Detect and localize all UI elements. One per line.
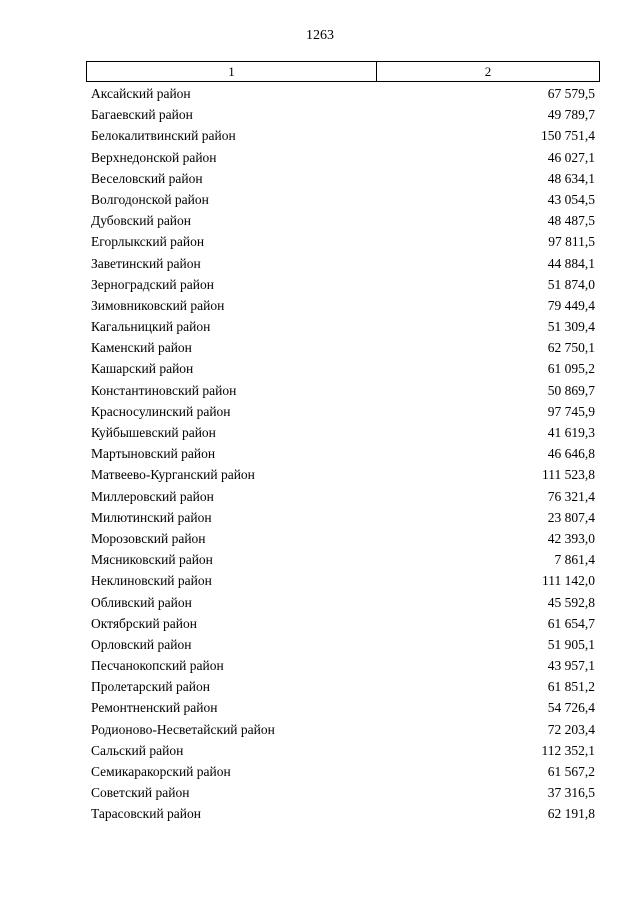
amount-value: 48 634,1 (547, 170, 595, 186)
table-row (86, 168, 600, 189)
amount-value: 23 807,4 (547, 509, 595, 525)
table-row (86, 507, 600, 528)
table-row (86, 295, 600, 316)
amount-value: 111 142,0 (542, 573, 595, 589)
table-row (86, 697, 600, 718)
amount-value: 45 592,8 (547, 594, 595, 610)
table-row (86, 210, 600, 231)
table-row (86, 274, 600, 295)
amount-value: 46 027,1 (547, 149, 595, 165)
amount-value: 51 874,0 (547, 276, 595, 292)
amount-value: 49 789,7 (547, 107, 595, 123)
amount-value: 61 654,7 (547, 615, 595, 631)
table-row (86, 464, 600, 485)
table-row (86, 486, 600, 507)
table-row (86, 761, 600, 782)
amount-value: 42 393,0 (547, 530, 595, 546)
table-row (86, 104, 600, 125)
amount-value: 43 054,5 (547, 191, 595, 207)
table-row (86, 337, 600, 358)
district-name: Сальский район (91, 742, 184, 758)
amount-value: 76 321,4 (547, 488, 595, 504)
table-row (86, 592, 600, 613)
district-name: Каменский район (91, 340, 192, 356)
amount-value: 37 316,5 (547, 785, 595, 801)
district-name: Белокалитвинский район (91, 128, 236, 144)
district-name: Дубовский район (91, 213, 192, 229)
table-row (86, 782, 600, 803)
amount-value: 97 745,9 (547, 403, 595, 419)
table-row (86, 189, 600, 210)
table-row (86, 401, 600, 422)
district-name: Кагальницкий район (91, 319, 211, 335)
district-name: Константиновский район (91, 382, 237, 398)
table-row (86, 125, 600, 146)
district-name: Песчанокопский район (91, 658, 224, 674)
district-name: Красносулинский район (91, 403, 231, 419)
table-row (86, 231, 600, 252)
district-name: Родионово-Несветайский район (91, 721, 275, 737)
table-row (86, 316, 600, 337)
district-name: Кашарский район (91, 361, 194, 377)
table-body (86, 83, 600, 825)
district-name: Верхнедонской район (91, 149, 217, 165)
amount-value: 62 191,8 (547, 806, 595, 822)
table-row (86, 613, 600, 634)
amount-value: 97 811,5 (548, 234, 595, 250)
amount-value: 41 619,3 (547, 425, 595, 440)
amount-value: 67 579,5 (547, 86, 595, 101)
district-name: Волгодонской район (91, 191, 209, 207)
district-name: Матвеево-Курганский район (91, 467, 255, 483)
district-name: Тарасовский район (91, 806, 201, 822)
district-name: Багаевский район (91, 107, 193, 123)
district-name: Аксайский район (91, 86, 191, 101)
table-row (86, 443, 600, 464)
column-header-2: 2 (484, 64, 492, 79)
table-row (86, 549, 600, 570)
amount-value: 50 869,7 (547, 382, 595, 398)
table-row (86, 634, 600, 655)
amount-value: 61 567,2 (547, 764, 595, 779)
amount-value: 111 523,8 (542, 467, 595, 483)
amount-value: 72 203,4 (547, 721, 595, 737)
table-row (86, 380, 600, 401)
district-name: Октябрский район (91, 615, 197, 631)
table-row (86, 147, 600, 168)
amount-value: 51 309,4 (547, 319, 595, 335)
amount-value: 7 861,4 (554, 552, 595, 568)
amount-value: 62 750,1 (547, 340, 595, 356)
table-row (86, 676, 600, 697)
district-name: Заветинский район (91, 255, 201, 271)
amount-value: 46 646,8 (547, 446, 595, 462)
district-name: Миллеровский район (91, 488, 214, 504)
table-row (86, 570, 600, 591)
page-number: 1263 (306, 28, 334, 43)
table-row (86, 803, 600, 824)
district-name: Мясниковский район (91, 552, 213, 568)
table-row (86, 83, 600, 104)
column-header-1: 1 (87, 62, 377, 81)
district-name: Ремонтненский район (91, 700, 218, 716)
amount-value: 54 726,4 (547, 700, 595, 716)
table-row (86, 655, 600, 676)
amount-value: 48 487,5 (547, 213, 595, 229)
district-name: Советский район (91, 785, 190, 801)
table-header (86, 61, 600, 82)
amount-value: 44 884,1 (547, 255, 595, 271)
table-row (86, 422, 600, 443)
amount-value: 150 751,4 (541, 128, 595, 144)
district-name: Обливский район (91, 594, 192, 610)
amount-value: 79 449,4 (547, 297, 595, 313)
amount-value: 61 095,2 (547, 361, 595, 377)
amount-value: 43 957,1 (547, 658, 595, 674)
district-name: Милютинский район (91, 509, 212, 525)
district-name: Зимовниковский район (91, 297, 225, 313)
district-name: Мартыновский район (91, 446, 216, 462)
amount-value: 112 352,1 (541, 742, 595, 758)
amount-value: 61 851,2 (547, 679, 595, 695)
district-name: Орловский район (91, 636, 192, 652)
amount-value: 51 905,1 (547, 636, 595, 652)
district-name: Веселовский район (91, 170, 203, 186)
table-row (86, 358, 600, 379)
table-row (86, 253, 600, 274)
table-row (86, 719, 600, 740)
district-name: Зерноградский район (91, 276, 214, 292)
district-name: Семикаракорский район (91, 764, 231, 779)
district-name: Пролетарский район (91, 679, 210, 695)
table-row (86, 740, 600, 761)
district-name: Куйбышевский район (91, 425, 216, 440)
district-name: Неклиновский район (91, 573, 212, 589)
table-row (86, 528, 600, 549)
district-name: Морозовский район (91, 530, 206, 546)
district-name: Егорлыкский район (91, 234, 205, 250)
